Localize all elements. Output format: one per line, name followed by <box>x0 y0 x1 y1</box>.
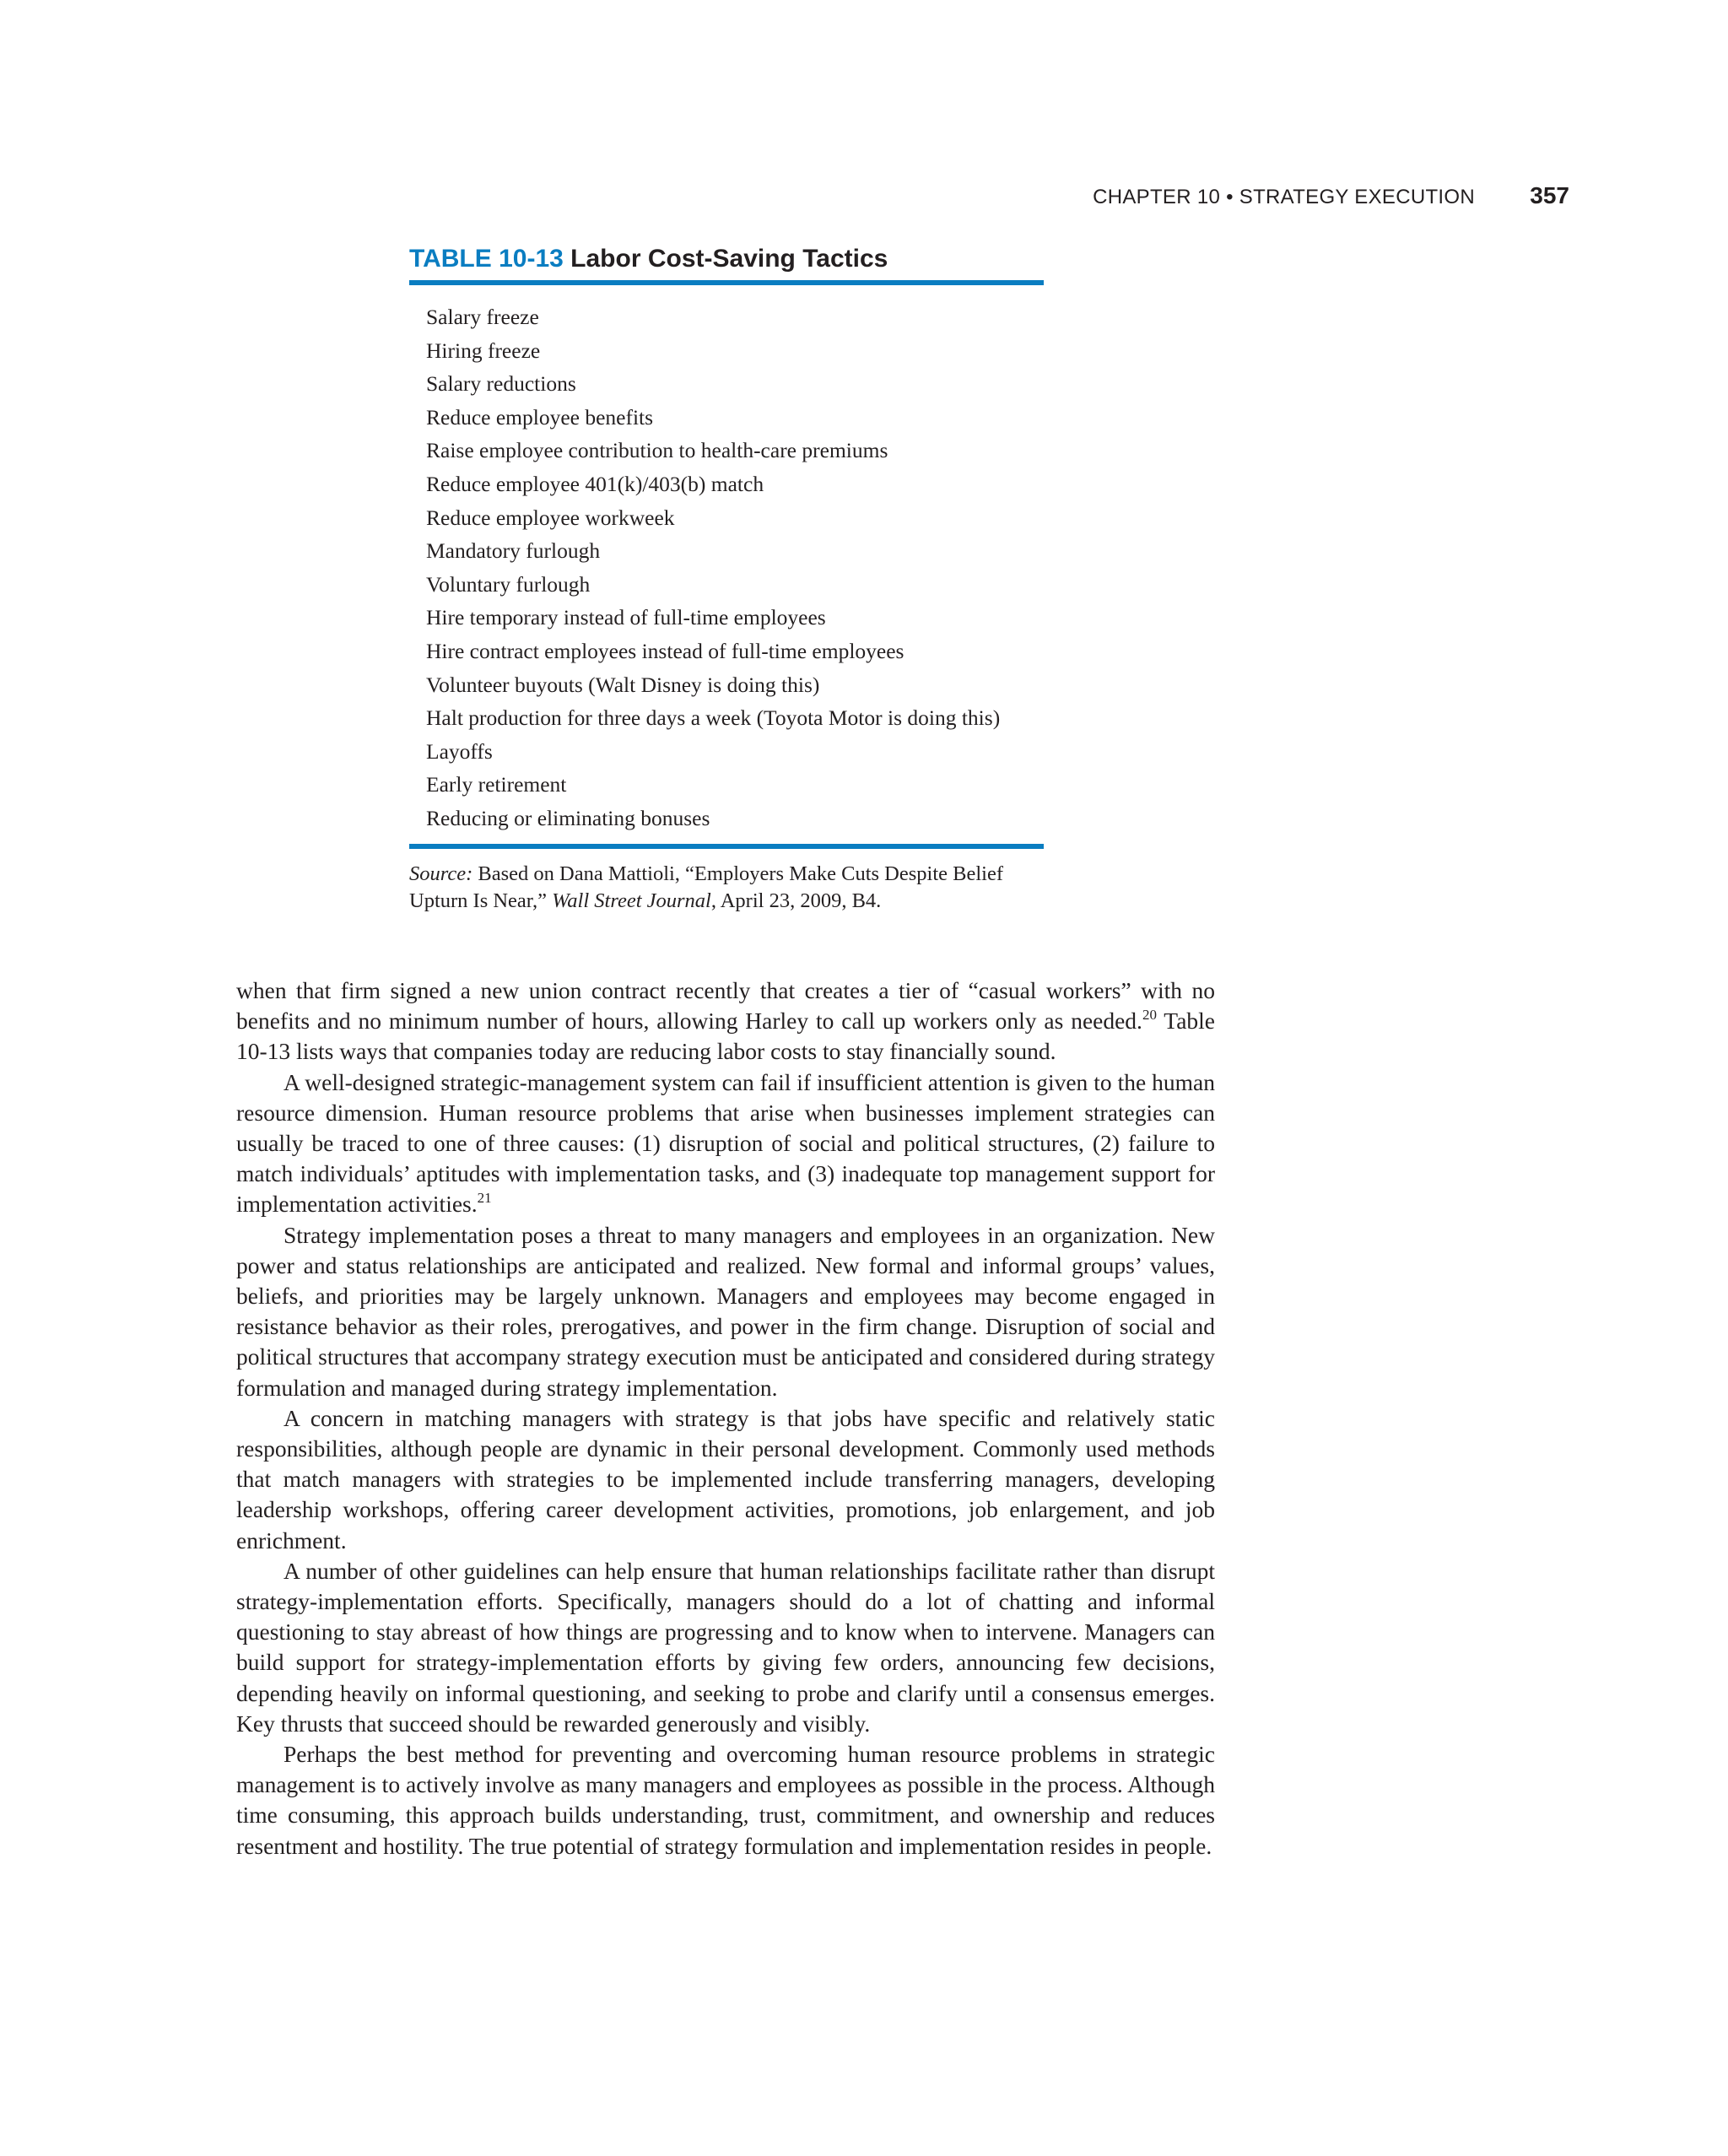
table-row: Salary freeze <box>426 305 539 329</box>
table-row: Raise employee contribution to health-care premiums <box>426 438 888 463</box>
table-row: Hire temporary instead of full-time employees <box>426 605 826 630</box>
table-title <box>409 245 1044 280</box>
paragraph: Perhaps the best method for preventing and overcoming human resource problems in strategic management is to actively involve as many managers and employees as possible in the process. Although time consuming, this approach builds understanding, trust, commitment, and ownership and reduces resentment and hostility. The true potential of strategy formulation and implementation resides in people. <box>236 1741 1215 1859</box>
table-row: Mandatory furlough <box>426 538 601 564</box>
paragraph: A concern in matching managers with strategy is that jobs have specific and relatively static responsibilities, although people are dynamic in their personal development. Commonly used methods that match managers with strategies to be implemented include transferring managers, developing leadership workshops, offering career development activities, promotions, job enlargement, and job enrichment. <box>236 1404 1215 1554</box>
table-number: TABLE 10-13 <box>409 245 564 273</box>
source-date: , April 23, 2009, B4. <box>710 889 882 912</box>
footnote-ref: 21 <box>477 1190 492 1207</box>
source-text: Based on Dana Mattioli, “Employers Make Cuts Despite Belief Upturn Is Near,” <box>409 862 1003 912</box>
chapter-label: CHAPTER 10 • STRATEGY EXECUTION <box>1093 186 1475 208</box>
table-source-note <box>409 861 1044 915</box>
table-10-13 <box>409 245 1044 915</box>
page-number: 357 <box>1530 182 1569 208</box>
table-row: Salary reductions <box>426 371 576 397</box>
table-row: Early retirement <box>426 772 567 797</box>
footnote-ref: 20 <box>1142 1007 1157 1024</box>
table-caption: Labor Cost-Saving Tactics <box>570 245 888 273</box>
table-row: Hire contract employees instead of full-time employees <box>426 638 904 663</box>
paragraph-text: A well-designed strategic-management system can fail if insufficient attention is given to the human resource dimension. Human resource problems that arise when businesses implement strategies can usually be traced to one of three causes: (1) disruption of social and political structures, (2) failure to match individuals’ aptitudes with implementation tasks, and (3) inadequate top management support for implementation activities. <box>236 1068 1215 1218</box>
paragraph-text: Table 10-13 lists ways that companies today are reducing labor costs to stay financially sound. <box>236 1008 1215 1065</box>
table-row: Reducing or eliminating bonuses <box>426 805 710 830</box>
paragraph: Strategy implementation poses a threat to many managers and employees in an organization. New power and status relationships are anticipated and realized. New formal and informal groups’ values, beliefs, and priorities may be largely unknown. Managers and employees may become engaged in resistance behavior as their roles, prerogatives, and power in the firm change. Disruption of social and political structures that accompany strategy execution must be anticipated and considered during strategy formulation and managed during strategy implementation. <box>236 1221 1215 1401</box>
source-label: Source: <box>409 862 473 885</box>
body-text <box>236 975 1215 1862</box>
table-bottom-rule <box>409 844 1044 849</box>
paragraph-text: when that firm signed a new union contract recently that creates a tier of “casual workers” with no benefits and no minimum number of hours, allowing Harley to call up workers only as needed. <box>236 977 1215 1035</box>
paragraph <box>236 1067 1215 1220</box>
table-row: Halt production for three days a week (Toyota Motor is doing this) <box>426 705 1001 731</box>
source-journal: Wall Street Journal <box>552 889 711 912</box>
table-row: Reduce employee 401(k)/403(b) match <box>426 471 764 496</box>
table-row: Hiring freeze <box>426 338 541 363</box>
table-row: Reduce employee workweek <box>426 505 675 530</box>
table-row: Volunteer buyouts (Walt Disney is doing this) <box>426 672 820 697</box>
paragraph: A number of other guidelines can help ensure that human relationships facilitate rather than disrupt strategy-implementation efforts. Specifically, managers should do a lot of chatting and informal questioning to stay abreast of how things are progressing and to know when to intervene. Managers can build support for strategy-implementation efforts by giving few orders, announcing few decisions, depending heavily on informal questioning, and seeking to probe and clarify until a consensus emerges. Key thrusts that succeed should be rewarded generously and visibly. <box>236 1557 1215 1737</box>
table-body <box>409 285 1044 844</box>
running-head <box>1012 182 1569 216</box>
table-row: Layoffs <box>426 738 493 764</box>
table-row: Reduce employee benefits <box>426 404 654 430</box>
paragraph <box>236 975 1215 1067</box>
table-row: Voluntary furlough <box>426 571 591 597</box>
